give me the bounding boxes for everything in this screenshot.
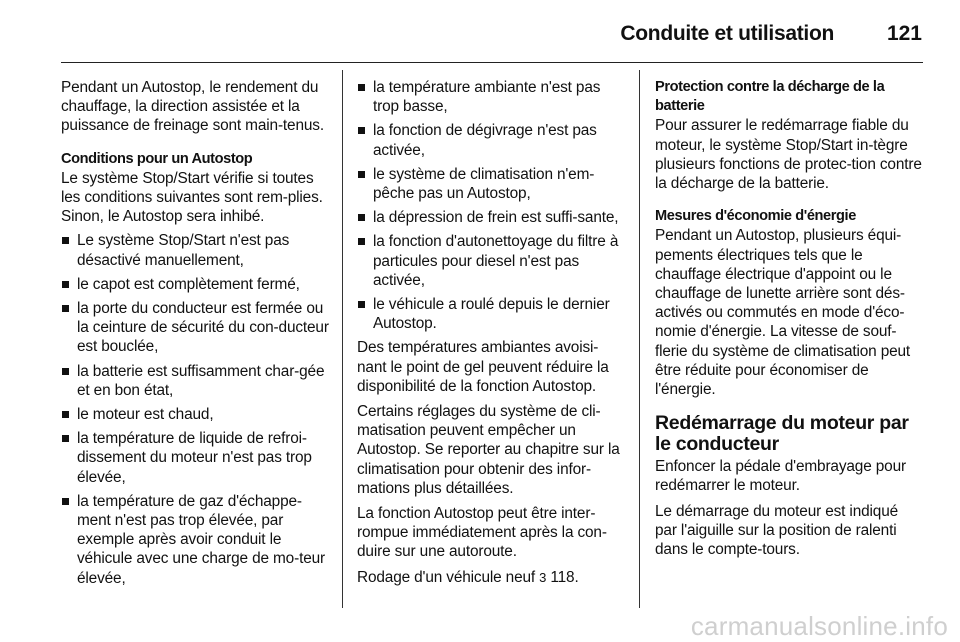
list-item: la température de gaz d'échappe-ment n'est pas trop élevée, par exemple après avoir conduit le véhicule avec une charge de mo-teur élevée, bbox=[61, 492, 332, 588]
column-divider-2 bbox=[639, 70, 640, 608]
list-item: le véhicule a roulé depuis le dernier Autostop. bbox=[357, 295, 625, 333]
list-item: la dépression de frein est suffi-sante, bbox=[357, 208, 625, 227]
bullet-square-icon bbox=[62, 411, 69, 418]
conditions-list-1 bbox=[61, 231, 332, 587]
bullet-square-icon bbox=[358, 301, 365, 308]
battery-protection-text: Pour assurer le redémarrage fiable du moteur, le système Stop/Start in-tègre plusieurs fonctions de protec-tion contre la décharge de la batterie. bbox=[655, 117, 922, 193]
list-item: la fonction de dégivrage n'est pas activée, bbox=[357, 121, 625, 159]
frost-paragraph: Des températures ambiantes avoisi-nant le point de gel peuvent réduire la disponibilité de la fonction Autostop. bbox=[357, 339, 609, 395]
watermark: carmanualsonline.info bbox=[690, 611, 948, 641]
cross-reference-arrow-icon: 3 bbox=[539, 569, 547, 585]
column-2 bbox=[357, 78, 625, 601]
conditions-list-2 bbox=[357, 78, 625, 333]
bullet-square-icon bbox=[358, 84, 365, 91]
energy-saving-text: Pendant un Autostop, plusieurs équi-pements électriques tels que le chauffage électrique d'appoint ou le chauffage de lunette arrière sont dés-activés ou commutés en mode d'éco-nomie d'énergie. La vitesse de souf-flerie du système de climatisation peut être réduite pour économiser de l'énergie. bbox=[655, 227, 911, 399]
bullet-square-icon bbox=[62, 435, 69, 442]
motorway-paragraph: La fonction Autostop peut être inter-rompue immédiatement après la con-duire sur une autoroute. bbox=[357, 505, 607, 561]
column-divider-1 bbox=[342, 70, 343, 608]
restart-heading: Redémarrage du moteur par le conducteur bbox=[655, 412, 909, 456]
column-1 bbox=[61, 78, 332, 593]
climate-paragraph: Certains réglages du système de cli-matisation peuvent empêcher un Autostop. Se reporter au chapitre sur la climatisation pour obtenir des infor-mations plus détaillées. bbox=[357, 403, 620, 497]
page-header-title: Conduite et utilisation bbox=[620, 22, 834, 45]
header-divider bbox=[61, 62, 923, 63]
list-item: Le système Stop/Start n'est pas désactivé manuellement, bbox=[61, 231, 332, 269]
page-number: 121 bbox=[886, 22, 922, 45]
bullet-square-icon bbox=[62, 305, 69, 312]
bullet-square-icon bbox=[358, 127, 365, 134]
column-3 bbox=[655, 78, 923, 573]
conditions-heading: Conditions pour un Autostop bbox=[61, 150, 253, 167]
running-in-reference: Rodage d'un véhicule neuf 3 118. bbox=[357, 568, 579, 586]
bullet-square-icon bbox=[62, 498, 69, 505]
bullet-square-icon bbox=[62, 281, 69, 288]
energy-saving-heading: Mesures d'économie d'énergie bbox=[655, 208, 856, 225]
bullet-square-icon bbox=[358, 214, 365, 221]
conditions-intro: Le système Stop/Start vérifie si toutes les conditions suivantes sont rem-plies. Sinon, le Autostop sera inhibé. bbox=[61, 169, 323, 226]
restart-text-1: Enfoncer la pédale d'embrayage pour redémarrer le moteur. bbox=[655, 458, 906, 495]
list-item: la fonction d'autonettoyage du filtre à particules pour diesel n'est pas activée, bbox=[357, 232, 625, 290]
restart-text-2: Le démarrage du moteur est indiqué par l'aiguille sur la position de ralenti dans le compte-tours. bbox=[655, 502, 899, 559]
list-item: le moteur est chaud, bbox=[61, 405, 332, 424]
list-item: le système de climatisation n'em-pêche pas un Autostop, bbox=[357, 165, 625, 203]
list-item: la température de liquide de refroi-dissement du moteur n'est pas trop élevée, bbox=[61, 429, 332, 487]
list-item: la porte du conducteur est fermée ou la ceinture de sécurité du con-ducteur est bouclée, bbox=[61, 299, 332, 357]
list-item: la température ambiante n'est pas trop basse, bbox=[357, 78, 625, 116]
list-item: le capot est complètement fermé, bbox=[61, 275, 332, 294]
intro-paragraph: Pendant un Autostop, le rendement du chauffage, la direction assistée et la puissance de freinage sont main-tenus. bbox=[61, 79, 324, 135]
bullet-square-icon bbox=[358, 238, 365, 245]
battery-protection-heading: Protection contre la décharge de la batterie bbox=[655, 79, 885, 115]
bullet-square-icon bbox=[62, 368, 69, 375]
bullet-square-icon bbox=[62, 237, 69, 244]
bullet-square-icon bbox=[358, 171, 365, 178]
list-item: la batterie est suffisamment char-gée et en bon état, bbox=[61, 362, 332, 400]
